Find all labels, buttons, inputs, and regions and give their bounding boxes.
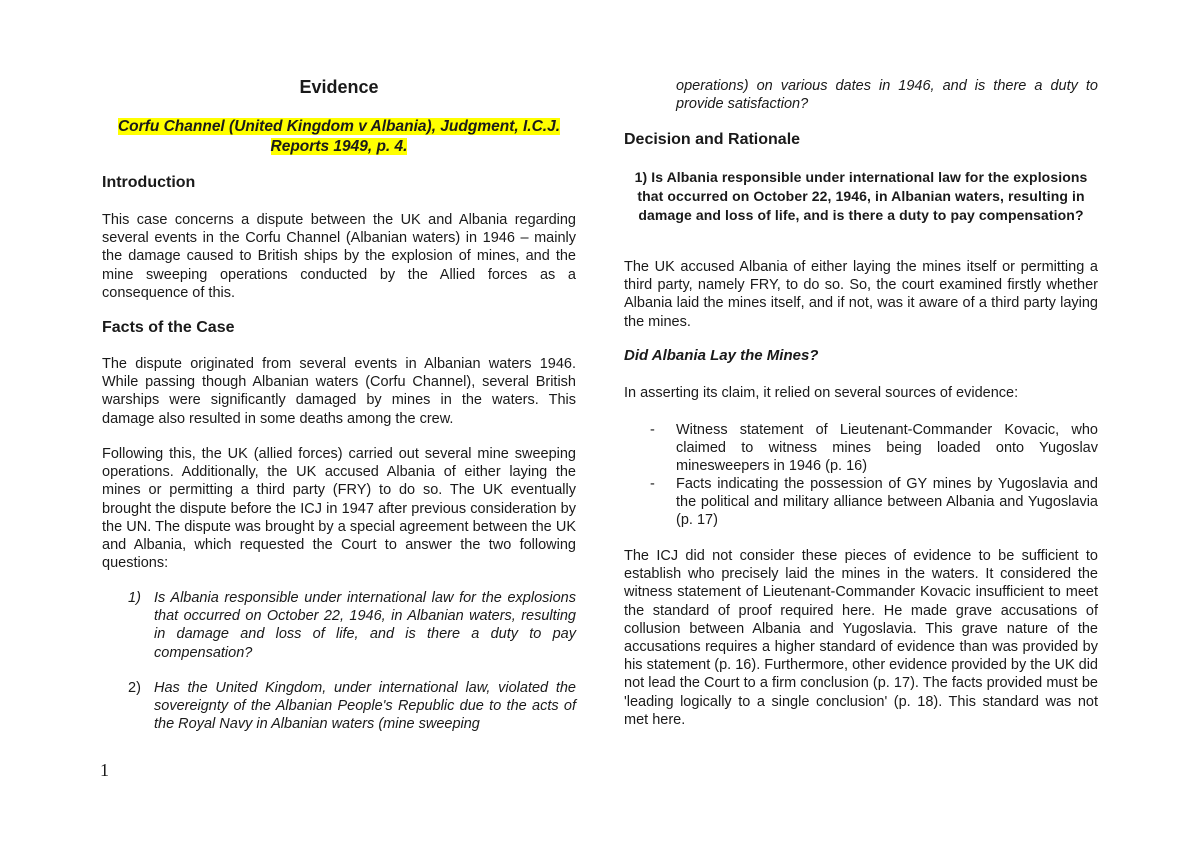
bullet-dash: - — [650, 476, 655, 492]
question-text: Is Albania responsible under international law for the explosions that occurred on October 22, 1946, in Albanian waters, resulting in damage and loss of life, and is there a duty to pay compensation? — [154, 590, 576, 661]
asserting-claim-paragraph: In asserting its claim, it relied on several sources of evidence: — [624, 385, 1019, 401]
case-citation-text: Corfu Channel (United Kingdom v Albania), Judgment, I.C.J. Reports 1949, p. 4. — [117, 118, 561, 155]
icj-conclusion-paragraph: The ICJ did not consider these pieces of evidence to be sufficient to establish who precisely laid the mines in the waters. It considered the witness statement of Lieutenant-Commander Kovacic insufficient to meet the standard of proof required here. He made grave accusations of collusion between Albania and Yugoslavia. This grave nature of the accusations requires a higher standard of evidence than was provided by his statement (p. 16). Furthermore, other evidence provided by the UK did not lead the Court to a firm conclusion (p. 17). The facts provided must be 'leading logically to a single conclusion' (p. 18). This standard was not met here. — [624, 548, 1098, 728]
facts-paragraph-1: The dispute originated from several events in Albanian waters 1946. While passing though Albanian waters (Corfu Channel), several British warships were significantly damaged by mines in the waters. This damage also resulted in some deaths among the crew. — [102, 356, 576, 427]
decision-heading: Decision and Rationale — [624, 131, 801, 148]
question-2-continuation: operations) on various dates in 1946, and is there a duty to provide satisfaction? — [676, 78, 1098, 113]
bullet-dash: - — [650, 422, 655, 438]
introduction-paragraph: This case concerns a dispute between the UK and Albania regarding several events in the Corfu Channel (Albanian waters) in 1946 – mainly the damage caused to British ships by the explosion of mines, and the mine sweeping operations conducted by the Allied forces as a consequence of this. — [102, 212, 576, 301]
uk-accused-paragraph: The UK accused Albania of either laying the mines itself or permitting a third party, namely FRY, to do so. So, the court examined firstly whether Albania laid the mines itself, and if not, was it aware of a third party laying the mines. — [624, 259, 1098, 330]
evidence-list-text: Witness statement of Lieutenant-Commander Kovacic, who claimed to witness mines being loaded onto Yugoslav minesweepers in 1946 (p. 16) — [676, 422, 1098, 475]
facts-heading: Facts of the Case — [102, 319, 235, 336]
question-number: 2) — [128, 680, 141, 696]
question-1-heading: 1) Is Albania responsible under international law for the explosions that occurred on October 22, 1946, in Albanian waters, resulting in damage and loss of life, and is there a duty to pay compensation? — [634, 169, 1088, 223]
facts-paragraph-2: Following this, the UK (allied forces) carried out several mine sweeping operations. Additionally, the UK accused Albania of either laying the mines or permitting a third party (FRY) to do so. The UK eventually brought the dispute before the ICJ in 1947 after previous consideration by the UN. The dispute was brought by a special agreement between the UK and Albania, which requested the Court to answer the two following questions: — [102, 446, 576, 572]
question-text: Has the United Kingdom, under international law, violated the sovereignty of the Albanian People's Republic due to the acts of the Royal Navy in Albanian waters (mine sweeping — [154, 680, 576, 733]
question-number: 1) — [128, 590, 141, 606]
did-albania-lay-mines-subheading: Did Albania Lay the Mines? — [624, 347, 819, 364]
document-title: Evidence — [299, 77, 379, 97]
introduction-heading: Introduction — [102, 174, 196, 191]
case-citation — [102, 117, 576, 157]
page-number: 1 — [100, 760, 109, 780]
evidence-list-text: Facts indicating the possession of GY mines by Yugoslavia and the political and military alliance between Albania and Yugoslavia (p. 17) — [676, 476, 1098, 529]
